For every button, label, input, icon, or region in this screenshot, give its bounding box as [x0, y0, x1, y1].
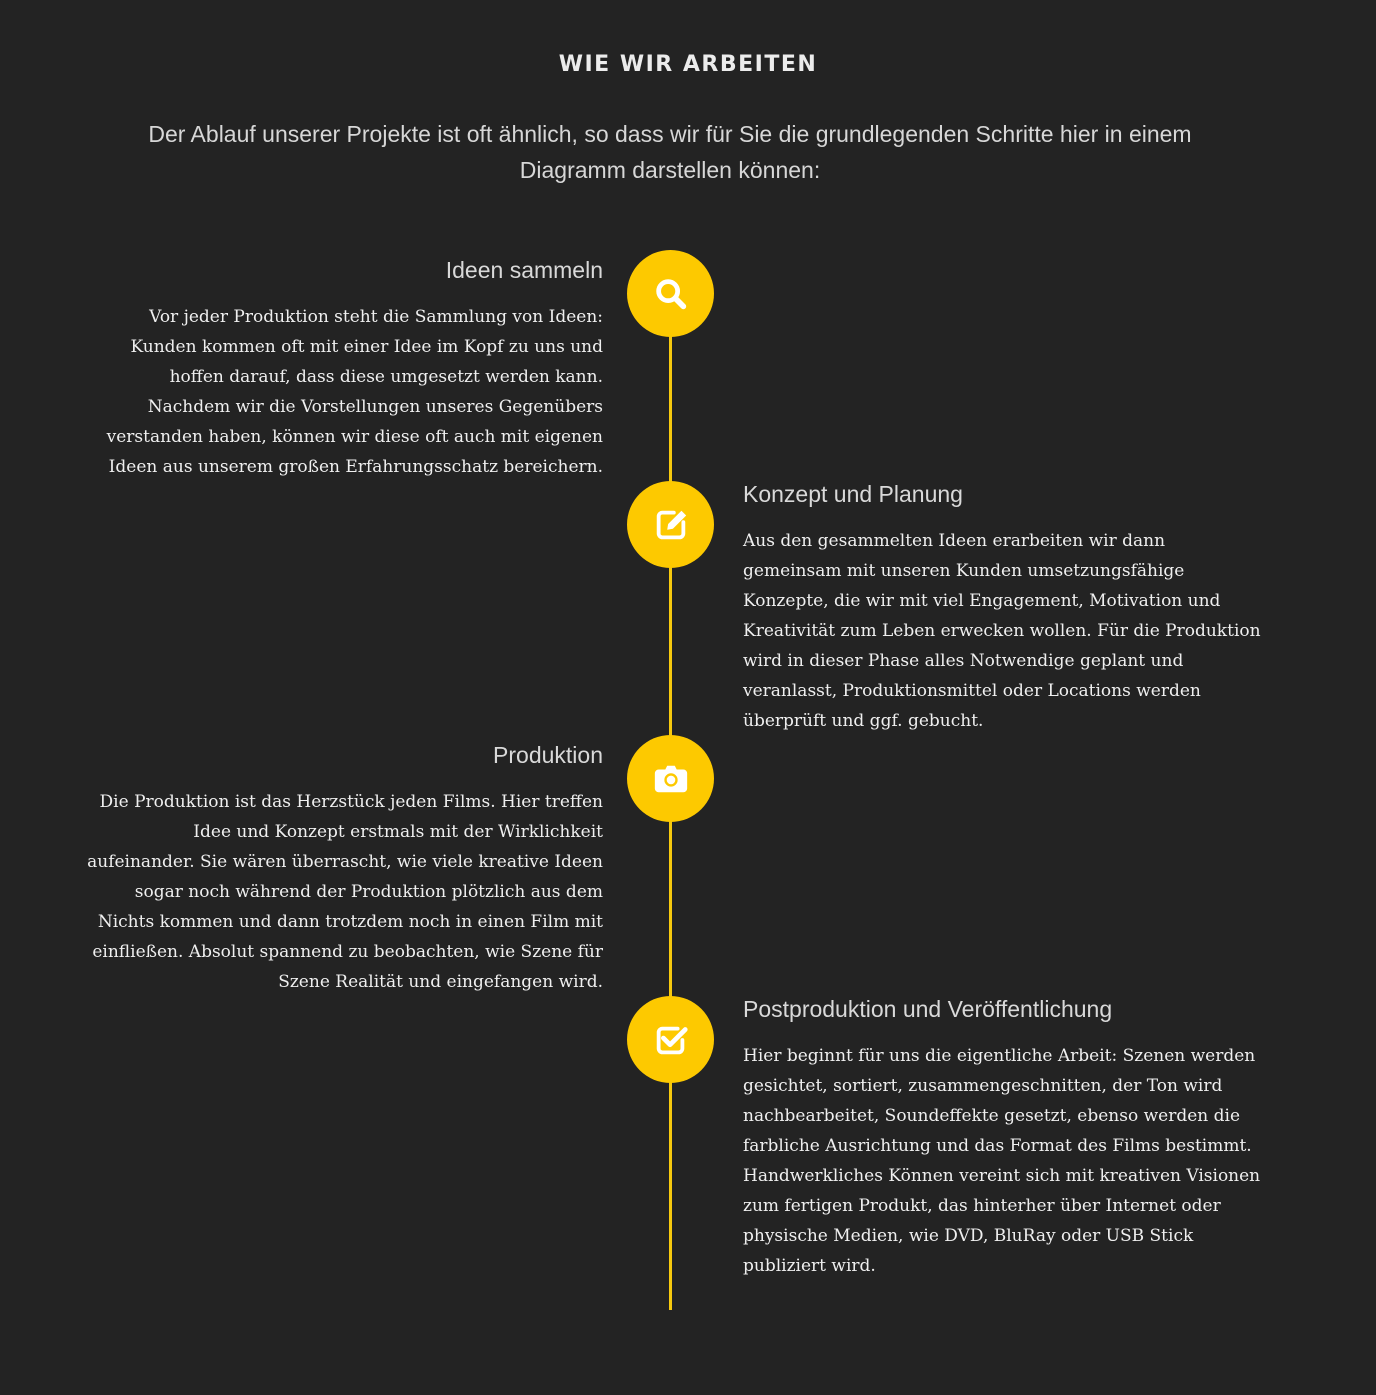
step-description: Vor jeder Produktion steht die Sammlung von Ideen: Kunden kommen oft mit einer Idee im Kopf zu uns und hoffen darauf, dass diese umgesetzt werden kann. Nachdem wir die Vorstellungen unseres Gegenübers verstanden haben, können wir diese oft auch mit eigenen Ideen aus unserem großen Erfahrungsschatz bereichern. — [106, 307, 603, 477]
step-description: Hier beginnt für uns die eigentliche Arbeit: Szenen werden gesichtet, sortiert, zusammengeschnitten, der Ton wird nachbearbeitet, Soundeffekte gesetzt, ebenso werden die farbliche Ausrichtung und das Format des Films bestimmt. Handwerkliches Können vereint sich mit kreativen Visionen zum fertigen Produkt, das hinterher über Internet oder physische Medien, wie DVD, BluRay oder USB Stick publiziert wird. — [743, 1046, 1261, 1276]
timeline-step-concept — [743, 480, 1263, 736]
timeline-step-ideas — [83, 256, 603, 482]
step-title: Konzept und Planung — [743, 481, 963, 507]
edit-icon — [652, 506, 690, 544]
timeline-step-production — [83, 741, 603, 997]
step-description: Die Produktion ist das Herzstück jeden Films. Hier treffen Idee und Konzept erstmals mit der Wirklichkeit aufeinander. Sie wären überrascht, wie viele kreative Ideen sogar noch während der Produktion plötzlich aus dem Nichts kommen und dann trotzdem noch in einen Film mit einfließen. Absolut spannend zu beobachten, wie Szene für Szene Realität und eingefangen wird. — [87, 792, 603, 992]
check-square-icon — [652, 1021, 690, 1059]
step-icon-circle — [627, 735, 714, 822]
step-icon-circle — [627, 250, 714, 337]
search-icon — [652, 275, 690, 313]
step-title: Produktion — [493, 742, 603, 768]
step-description: Aus den gesammelten Ideen erarbeiten wir dann gemeinsam mit unseren Kunden umsetzungsfähige Konzepte, die wir mit viel Engagement, Motivation und Kreativität zum Leben erwecken wollen. Für die Produktion wird in dieser Phase alles Notwendige geplant und veranlasst, Produktionsmittel oder Locations werden überprüft und ggf. gebucht. — [743, 531, 1261, 731]
section-intro: Der Ablauf unserer Projekte ist oft ähnlich, so dass wir für Sie die grundlegenden Schritte hier in einem Diagramm darstellen können: — [148, 121, 1192, 183]
step-icon-circle — [627, 481, 714, 568]
timeline-step-postproduction — [743, 995, 1263, 1281]
camera-icon — [652, 760, 690, 798]
section-title: WIE WIR ARBEITEN — [558, 52, 818, 77]
step-title: Ideen sammeln — [445, 257, 603, 283]
step-title: Postproduktion und Veröffentlichung — [743, 996, 1113, 1022]
step-icon-circle — [627, 996, 714, 1083]
